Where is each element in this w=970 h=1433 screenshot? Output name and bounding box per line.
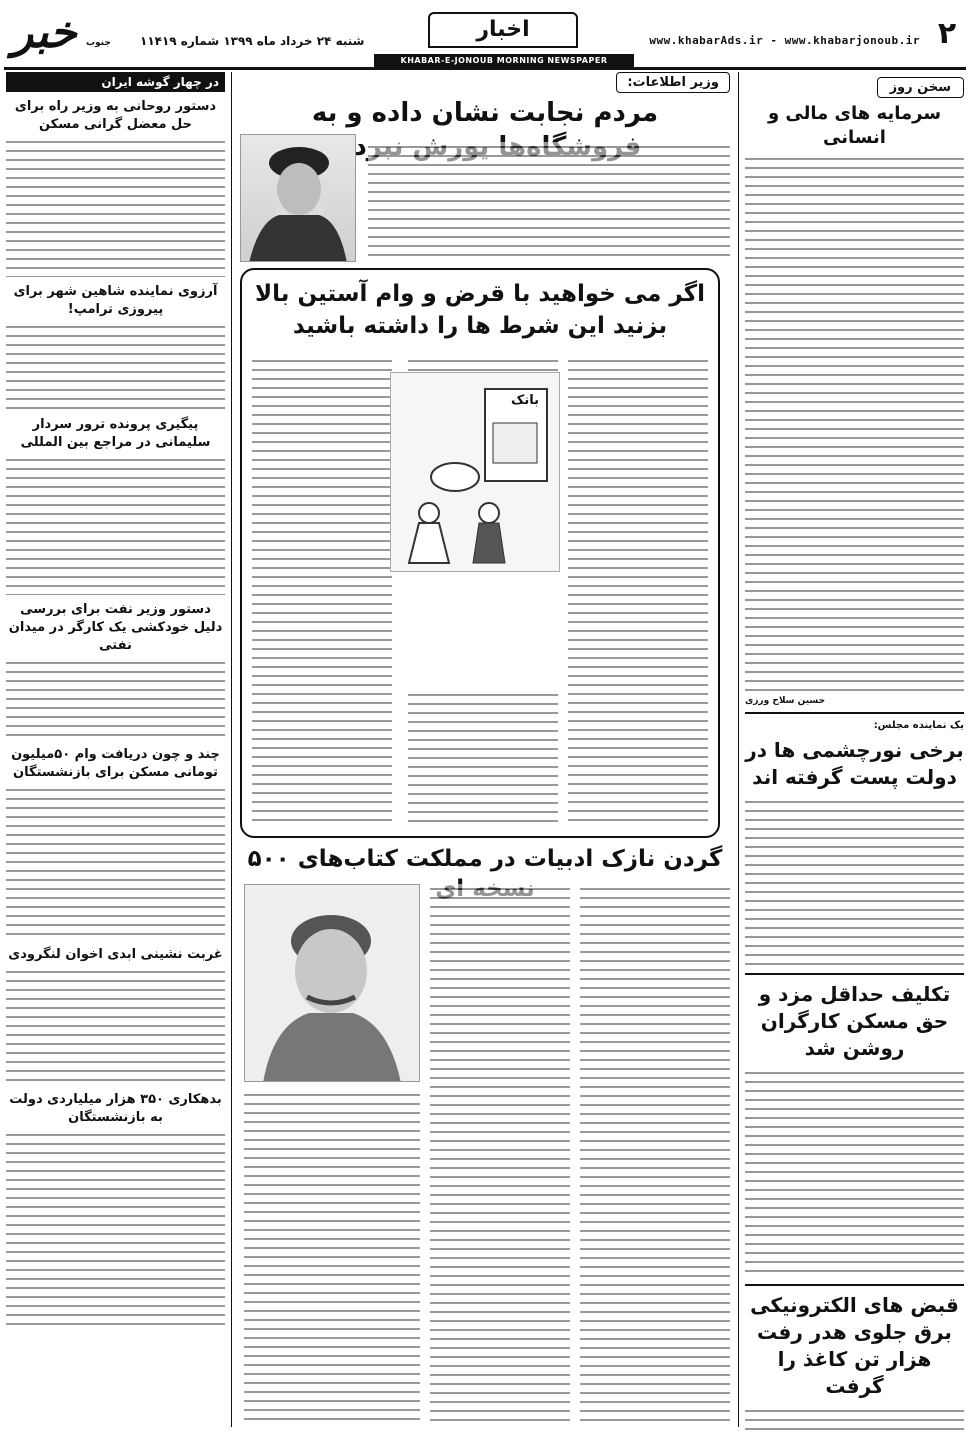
section-title: اخبار [428, 12, 578, 48]
news-title: بدهکاری ۳۵۰ هزار میلیاردی دولت به بازنشستگان [9, 1092, 222, 1125]
news-body [6, 322, 225, 410]
kicker-mp: یک نماینده مجلس: [873, 720, 964, 731]
cartoon-bank-label: بانک [511, 393, 539, 408]
wage-body [745, 1068, 964, 1278]
news-title: پیگیری پرونده ترور سردار سلیمانی در مراجع بین المللی [20, 417, 211, 450]
news-body [6, 137, 225, 277]
left-column [6, 72, 232, 1427]
left-section-head: در چهار گوشه ایران [6, 72, 225, 92]
divider [745, 973, 964, 975]
masthead [4, 4, 966, 70]
author-illustration [244, 885, 419, 1082]
lead-body [368, 142, 730, 260]
portrait-illustration [240, 135, 355, 262]
divider [745, 712, 964, 714]
news-title: چند و چون دریافت وام ۵۰میلیون تومانی مسکن برای بازنشستگان [11, 747, 220, 780]
headline-ebills: قبض های الکترونیکی برق جلوی هدر رفت هزار تن کاغذ را گرفت [750, 1293, 959, 1398]
loan-body-left [252, 356, 392, 822]
loan-cartoon [390, 372, 560, 572]
news-title: آرزوی نماینده شاهین شهر برای پیروزی ترامپ! [13, 284, 218, 317]
literature-body-mid [430, 884, 570, 1424]
loan-body-right [568, 356, 708, 822]
ebills-body [745, 1406, 964, 1433]
news-title: دستور وزیر نفت برای بررسی دلیل خودکشی یک کارگر در میدان نفتی [8, 602, 223, 653]
headline-nepotism: برخی نورچشمی ها در دولت پست گرفته اند [745, 738, 964, 789]
news-body [6, 1130, 225, 1330]
nepotism-body [745, 797, 964, 967]
editorial-title: سرمایه های مالی و انسانی [767, 103, 942, 148]
literature-body-left [244, 1090, 420, 1424]
loan-body-mid-lower [408, 690, 558, 822]
logo-sub: جنوب [86, 38, 111, 48]
issue-date: شنبه ۲۴ خرداد ماه ۱۳۹۹ شماره ۱۱۴۱۹ [140, 34, 365, 48]
loan-headline: اگر می خواهید با قرض و وام آستین بالا بزنید این شرط ها را داشته باشید [255, 281, 705, 339]
lead-tag: وزیر اطلاعات: [616, 72, 730, 93]
literature-body-right [580, 884, 730, 1424]
author-portrait [244, 884, 420, 1082]
news-body [6, 455, 225, 595]
news-body [6, 785, 225, 940]
news-title: غربت نشینی ابدی اخوان لنگرودی [8, 947, 223, 962]
editorial-tag: سخن روز [877, 77, 964, 98]
center-area [240, 72, 730, 1427]
divider [745, 1284, 964, 1286]
editorial-author: حسین سلاح ورزی [745, 696, 826, 706]
logo-text: خبر [12, 7, 77, 58]
minister-portrait [240, 134, 356, 262]
newspaper-logo [8, 6, 120, 64]
right-column [738, 72, 964, 1427]
news-body [6, 967, 225, 1085]
literature-headline: گردن نازک ادبیات در مملکت کتاب‌های ۵۰۰ [247, 846, 723, 872]
site-urls: www.khabarAds.ir - www.khabarjonoub.ir [649, 34, 920, 47]
english-banner: KHABAR-E-JONOUB MORNING NEWSPAPER [374, 54, 634, 68]
news-title: دستور روحانی به وزیر راه برای حل معضل گرانی مسکن [14, 99, 217, 132]
lead-headline: مردم نجابت نشان داده و به نبردند [311, 98, 659, 162]
editorial-body [745, 154, 964, 694]
news-body [6, 658, 225, 740]
page-number: ۲ [937, 16, 957, 51]
headline-wage: تکلیف حداقل مزد و حق مسکن کارگران روشن شد [758, 982, 951, 1060]
